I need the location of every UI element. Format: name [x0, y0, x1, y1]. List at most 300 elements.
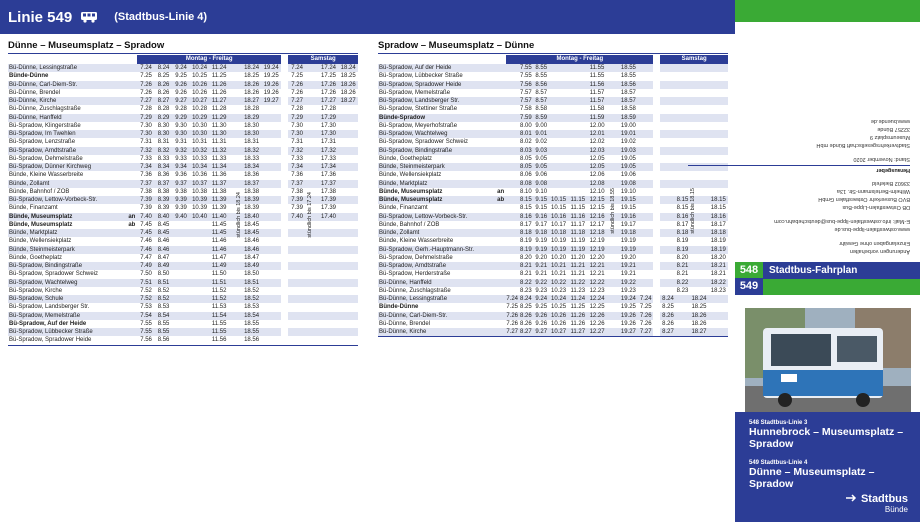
arrival-departure-marker: [496, 312, 506, 320]
weekday-time: 12.05: [587, 163, 606, 171]
weekday-time: 12.26: [587, 312, 606, 320]
bus-photo-illustration: [745, 308, 911, 412]
weekday-time: 12.05: [589, 155, 605, 162]
saturday-time: [660, 237, 675, 245]
stop-name: Bünde, Steinmeisterpark: [8, 246, 127, 254]
weekday-header: Montag - Freitag: [506, 55, 653, 64]
weekday-time: 10.30: [192, 122, 208, 129]
weekday-time: 11.28: [211, 106, 227, 113]
arrival-departure-marker: [127, 320, 137, 328]
weekday-time: 7.25: [639, 304, 652, 311]
saturday-time: 17.30: [320, 122, 336, 129]
weekday-time: 9.03: [535, 147, 548, 154]
saturday-time: [676, 312, 690, 320]
weekday-time: [506, 130, 518, 138]
weekday-time: [549, 114, 568, 122]
weekday-time: 7.57: [519, 98, 532, 104]
weekday-time: 8.53: [157, 304, 170, 311]
weekday-time: 11.21: [568, 262, 587, 270]
imprint-web: www.ostwestfalen-lippe-bus.de: [834, 226, 910, 232]
weekday-time: [261, 130, 281, 138]
weekday-time: 7.25: [506, 304, 518, 311]
weekday-time: 10.32: [190, 147, 210, 155]
weekday-time: 7.24: [506, 296, 518, 302]
weekday-time: [506, 155, 518, 163]
weekday-time: 7.55: [137, 328, 154, 336]
weekday-time: 11.32: [209, 147, 229, 155]
saturday-time: [306, 81, 319, 89]
saturday-time: [306, 312, 319, 320]
weekday-time: [568, 188, 587, 196]
weekday-time: [549, 163, 568, 171]
saturday-time: [338, 122, 358, 130]
weekday-time: 12.21: [587, 262, 606, 270]
saturday-time: 7.37: [288, 180, 305, 188]
weekday-time: 8.47: [157, 254, 170, 261]
saturday-time: [306, 180, 319, 188]
route-549-title: Dünne – Museumsplatz –Spradow: [749, 466, 875, 490]
weekday-time: 19.24: [261, 64, 281, 72]
arrival-departure-marker: [127, 295, 137, 303]
stop-name: Bü-Spradow, Arndtstraße: [8, 147, 127, 155]
weekday-time: [568, 171, 587, 179]
imprint-company: Wilhelm-Bertelsmann-Str. 13a: [836, 188, 910, 194]
stop-name: Bünde, Goetheplatz: [9, 254, 63, 261]
stop-name: Bü-Spradow, Meyerhofstraße: [379, 122, 458, 129]
stop-name: Bünde, Marktplatz: [378, 180, 496, 188]
saturday-time: [319, 237, 339, 245]
weekday-time: 8.52: [157, 287, 170, 294]
weekday-time: 9.24: [535, 296, 548, 302]
weekday-time: 18.26: [242, 81, 262, 89]
weekday-time: 19.10: [620, 188, 636, 195]
stop-name: Bünde, Wellensiekplatz: [9, 238, 72, 245]
saturday-time: 18.15: [709, 196, 728, 204]
weekday-time: 11.52: [211, 287, 227, 294]
weekday-time: 7.45: [140, 221, 152, 228]
weekday-time: 18.55: [620, 73, 636, 80]
weekday-time: [229, 303, 242, 311]
saturday-time: 17.25: [320, 73, 336, 80]
weekday-time: 7.32: [137, 147, 154, 155]
saturday-time: 8.17: [676, 221, 689, 228]
weekday-time: 12.22: [587, 279, 606, 287]
saturday-time: 7.40: [288, 213, 305, 221]
weekday-time: 9.19: [535, 238, 548, 245]
weekday-time: [607, 279, 619, 287]
saturday-time: 8.21: [676, 271, 689, 278]
weekday-time: [638, 155, 653, 163]
saturday-time: [676, 64, 690, 72]
weekday-time: 9.38: [175, 188, 187, 195]
saturday-time: 8.15: [676, 205, 689, 212]
weekday-hourly-note: stündlich bis 18.24: [236, 192, 242, 238]
table-row: [378, 221, 728, 229]
weekday-time: [638, 130, 653, 138]
weekday-time: 11.50: [211, 271, 227, 278]
weekday-time: [261, 196, 281, 204]
weekday-time: [568, 89, 587, 97]
weekday-time: [638, 147, 653, 155]
weekday-time: 8.25: [157, 73, 170, 80]
weekday-time: 11.27: [209, 97, 229, 105]
saturday-time: 8.25: [662, 304, 674, 311]
weekday-time: 12.10: [589, 188, 605, 195]
table-row: [378, 188, 728, 196]
weekday-time: 10.29: [190, 114, 210, 122]
weekday-time: [638, 89, 653, 97]
weekday-time: 8.23: [519, 287, 532, 294]
saturday-hourly-note: stündlich bis 17.24: [307, 192, 313, 238]
stop-name: Bünde-Dünne: [9, 73, 49, 80]
weekday-time: 9.18: [535, 230, 548, 236]
weekday-time: [638, 180, 653, 188]
weekday-time: 10.22: [549, 279, 568, 287]
weekday-time: [229, 138, 242, 146]
arrival-departure-marker: ab: [497, 197, 505, 203]
weekday-time: 18.37: [242, 180, 262, 188]
stop-name: Bü-Spradow, Bindingstraße: [8, 262, 127, 270]
green-strip: [735, 0, 920, 22]
saturday-time: [306, 122, 319, 130]
weekday-time: [549, 105, 568, 113]
stop-name: Bünde, Steinmeisterpark: [378, 163, 496, 171]
weekday-time: 10.24: [549, 295, 568, 303]
weekday-time: [506, 105, 518, 113]
weekday-time: 11.47: [211, 254, 227, 261]
arrival-departure-marker: [127, 254, 137, 262]
saturday-time: [319, 246, 339, 254]
stop-name: Bünde, Finanzamt: [379, 205, 428, 212]
table-row: [8, 279, 358, 287]
weekday-time: [638, 122, 653, 130]
weekday-time: 9.30: [172, 130, 189, 138]
weekday-time: 7.26: [639, 312, 652, 319]
saturday-header: Samstag: [288, 55, 358, 64]
weekday-time: 9.26: [535, 320, 548, 327]
stop-name: Bü-Spradow, Lübbecker Straße: [8, 328, 127, 336]
weekday-time: 19.21: [619, 262, 638, 270]
weekday-time: [261, 221, 281, 229]
saturday-time: [660, 254, 675, 262]
weekday-time: [261, 320, 281, 328]
line-subtitle: (Stadtbus-Linie 4): [114, 11, 208, 23]
table-row: [378, 97, 728, 105]
weekday-time: [607, 246, 619, 254]
weekday-time: 18.38: [244, 188, 260, 195]
saturday-time: 7.31: [291, 139, 303, 146]
saturday-time: 8.20: [676, 254, 689, 261]
weekday-time: [172, 262, 189, 270]
stop-name: Bünde, Goetheplatz: [379, 155, 433, 162]
weekday-time: [549, 130, 568, 138]
weekday-time: 8.05: [519, 155, 532, 162]
weekday-time: [229, 287, 242, 295]
arrival-departure-marker: ab: [128, 221, 136, 228]
weekday-header: Montag - Freitag: [137, 55, 281, 64]
weekday-time: 9.39: [172, 196, 189, 204]
weekday-time: [229, 114, 242, 122]
weekday-time: 18.58: [620, 106, 636, 113]
weekday-time: 11.54: [209, 312, 229, 320]
saturday-time: 8.24: [662, 296, 674, 302]
weekday-time: 7.46: [140, 238, 152, 245]
saturday-time: [288, 312, 305, 320]
saturday-time: [660, 213, 675, 221]
saturday-time: [689, 287, 708, 295]
arrival-departure-marker: [496, 138, 506, 146]
weekday-time: [549, 171, 568, 179]
weekday-time: [229, 295, 242, 303]
saturday-time: [306, 64, 319, 72]
stop-name: Bünde, Museumsplatz: [379, 188, 443, 195]
weekday-time: [506, 254, 518, 262]
saturday-time: [709, 312, 728, 320]
weekday-time: [638, 171, 653, 179]
weekday-time: [229, 246, 242, 254]
weekday-time: 11.33: [211, 155, 227, 162]
weekday-time: 10.16: [549, 213, 568, 221]
weekday-time: [172, 320, 189, 328]
table-row: [8, 114, 358, 122]
weekday-time: 10.38: [192, 188, 208, 195]
arrival-departure-marker: [127, 105, 137, 113]
route-548-label: 548 Stadtbus-Linie 3: [749, 420, 808, 426]
weekday-time: 18.52: [242, 295, 262, 303]
weekday-time: [607, 312, 619, 320]
weekday-time: 7.26: [140, 89, 152, 96]
imprint-rotated: [680, 77, 920, 262]
arrival-departure-marker: [127, 122, 137, 130]
saturday-time: [319, 303, 339, 311]
weekday-time: [549, 122, 568, 130]
saturday-time: 17.33: [320, 155, 336, 162]
weekday-time: [638, 188, 653, 196]
weekday-time: [549, 147, 568, 155]
weekday-time: [506, 213, 518, 221]
saturday-time: [338, 105, 358, 113]
saturday-time: [660, 270, 675, 278]
weekday-time: [229, 122, 242, 130]
weekday-time: 19.03: [619, 147, 638, 155]
weekday-time: [261, 254, 281, 262]
saturday-time: 8.16: [676, 213, 689, 220]
weekday-time: [190, 237, 210, 245]
table-row: [378, 254, 728, 262]
table-row: [8, 221, 358, 229]
stop-name: Bü-Spradow, Herderstraße: [379, 271, 451, 278]
weekday-time: 7.31: [140, 139, 152, 146]
arrival-departure-marker: [496, 295, 506, 303]
stop-name: Bü-Dünne, Hanffeld: [378, 279, 496, 287]
saturday-time: [319, 320, 339, 328]
arrival-departure-marker: [127, 270, 137, 278]
stop-name: Bü-Dünne, Zuschlagstraße: [379, 287, 451, 294]
weekday-time: 19.01: [619, 130, 638, 138]
stop-name: Bü-Spradow, Klingerstraße: [9, 122, 81, 129]
weekday-time: 12.21: [589, 271, 605, 278]
stop-name: Bü-Spradow, Lettow-Vorbeck-Str.: [378, 213, 496, 221]
table-row: [8, 105, 358, 113]
saturday-time: [660, 188, 675, 196]
table-row: [378, 237, 728, 245]
table-row: [8, 262, 358, 270]
saturday-time: [338, 204, 358, 212]
weekday-time: [229, 97, 242, 105]
weekday-time: 11.45: [211, 221, 227, 228]
stop-name: Bü-Dünne, Brendel: [9, 89, 61, 96]
weekday-time: 18.53: [244, 304, 260, 311]
imprint-stand: Stand: November 2020: [853, 156, 910, 162]
weekday-time: 7.56: [519, 81, 532, 88]
weekday-time: [568, 122, 587, 130]
weekday-time: [549, 188, 568, 196]
weekday-time: [549, 64, 568, 72]
route-info-box: [735, 412, 920, 522]
weekday-time: 11.15: [570, 205, 586, 212]
weekday-time: [638, 64, 653, 72]
arrival-departure-marker: [127, 163, 137, 171]
weekday-time: 9.27: [172, 97, 189, 105]
weekday-time: 8.27: [155, 97, 172, 105]
table-row: [378, 155, 728, 163]
stop-name: Bünde, Museumsplatz: [8, 213, 127, 221]
saturday-time: [288, 328, 305, 336]
table-row: [378, 163, 728, 171]
weekday-time: 11.49: [209, 262, 229, 270]
weekday-time: [261, 229, 281, 237]
weekday-time: [261, 180, 281, 188]
saturday-time: [709, 303, 728, 311]
weekday-time: 9.22: [535, 279, 548, 286]
stop-name: Bünde, Kleine Wasserbreite: [9, 172, 84, 179]
weekday-time: 18.49: [242, 262, 262, 270]
weekday-time: [607, 295, 619, 303]
saturday-time: [338, 270, 358, 278]
table-row: [378, 295, 728, 303]
saturday-time: 7.29: [288, 114, 305, 122]
arrival-departure-marker: [496, 262, 506, 270]
saturday-time: 18.27: [689, 328, 708, 337]
logo-sub-text: Bünde: [884, 505, 908, 514]
weekday-time: 7.27: [639, 329, 652, 335]
weekday-time: 9.33: [175, 155, 187, 162]
weekday-time: 19.25: [620, 304, 636, 311]
saturday-time: [338, 213, 358, 221]
weekday-time: 8.49: [155, 262, 172, 270]
saturday-time: [338, 114, 358, 122]
saturday-time: [660, 279, 675, 287]
saturday-time: [709, 328, 728, 337]
saturday-time: 18.18: [709, 229, 728, 237]
table-row: [8, 237, 358, 245]
weekday-time: 9.06: [535, 172, 548, 179]
weekday-time: 12.18: [587, 229, 606, 237]
stop-name: Bünde, Finanzamt: [9, 205, 58, 212]
weekday-time: 10.15: [551, 205, 567, 212]
weekday-time: [190, 246, 210, 254]
weekday-time: [261, 138, 281, 146]
weekday-time: 8.27: [519, 329, 532, 335]
weekday-time: [229, 171, 242, 179]
stop-name: Bü-Spradow, Spradower Schweiz: [379, 139, 469, 146]
arrival-departure-marker: [127, 312, 137, 320]
weekday-time: [190, 295, 210, 303]
saturday-time: [660, 64, 675, 72]
saturday-time: [306, 147, 319, 155]
weekday-time: 7.39: [140, 205, 152, 212]
weekday-time: [172, 328, 189, 336]
saturday-time: [319, 221, 339, 229]
saturday-time: 8.21: [676, 263, 689, 269]
weekday-time: 9.08: [535, 180, 548, 187]
saturday-time: 17.28: [320, 106, 336, 113]
timetable-title: Spradow – Museumsplatz – Dünne: [378, 38, 728, 54]
weekday-time: 10.28: [192, 106, 208, 113]
saturday-time: 17.29: [319, 114, 339, 122]
saturday-time: [306, 97, 319, 105]
weekday-time: [229, 312, 242, 320]
weekday-time: [607, 254, 619, 262]
weekday-time: 18.39: [242, 196, 262, 204]
weekday-time: 11.58: [589, 106, 605, 113]
table-row: [378, 72, 728, 80]
table-row: [8, 196, 358, 204]
weekday-time: 18.25: [244, 73, 260, 80]
weekday-time: 18.50: [244, 271, 260, 278]
arrival-departure-marker: [496, 270, 506, 278]
weekday-time: 19.23: [620, 287, 636, 294]
weekday-time: 19.16: [619, 213, 638, 221]
weekday-time: 11.25: [211, 73, 227, 80]
saturday-time: [306, 336, 319, 345]
weekday-time: 18.40: [242, 213, 262, 221]
weekday-time: 19.02: [620, 139, 636, 146]
weekday-time: 10.21: [549, 262, 568, 270]
weekday-time: [568, 130, 587, 138]
table-row: [378, 180, 728, 188]
weekday-time: 7.34: [137, 163, 154, 171]
weekday-time: 7.27: [506, 329, 518, 335]
fahrplan-title: Stadtbus-Fahrplan: [763, 262, 920, 279]
route-549-label: 549 Stadtbus-Linie 4: [749, 460, 808, 466]
saturday-time: [338, 262, 358, 270]
table-row: [378, 279, 728, 287]
table-row: [8, 270, 358, 278]
weekday-time: 8.36: [157, 172, 170, 179]
weekday-time: 10.15: [549, 196, 568, 204]
weekday-time: 10.36: [192, 172, 208, 179]
saturday-time: [306, 295, 319, 303]
weekday-time: 8.46: [155, 246, 172, 254]
stop-name: Bünde, Zollamt: [378, 229, 496, 237]
saturday-time: 8.19: [676, 246, 689, 253]
table-row: [378, 303, 728, 311]
weekday-time: [172, 237, 189, 245]
weekday-time: 8.26: [519, 312, 532, 319]
weekday-time: 11.52: [209, 295, 229, 303]
weekday-time: 9.25: [535, 304, 548, 311]
arrival-departure-marker: [127, 237, 137, 245]
table-row: [8, 97, 358, 105]
weekday-time: 8.15: [519, 205, 532, 212]
weekday-time: 12.00: [589, 122, 605, 129]
table-row: [378, 105, 728, 113]
weekday-time: 12.19: [589, 238, 605, 245]
weekday-time: [261, 105, 281, 113]
table-row: [8, 147, 358, 155]
stop-name: Bü-Spradow, Landsberger Str.: [378, 97, 496, 105]
